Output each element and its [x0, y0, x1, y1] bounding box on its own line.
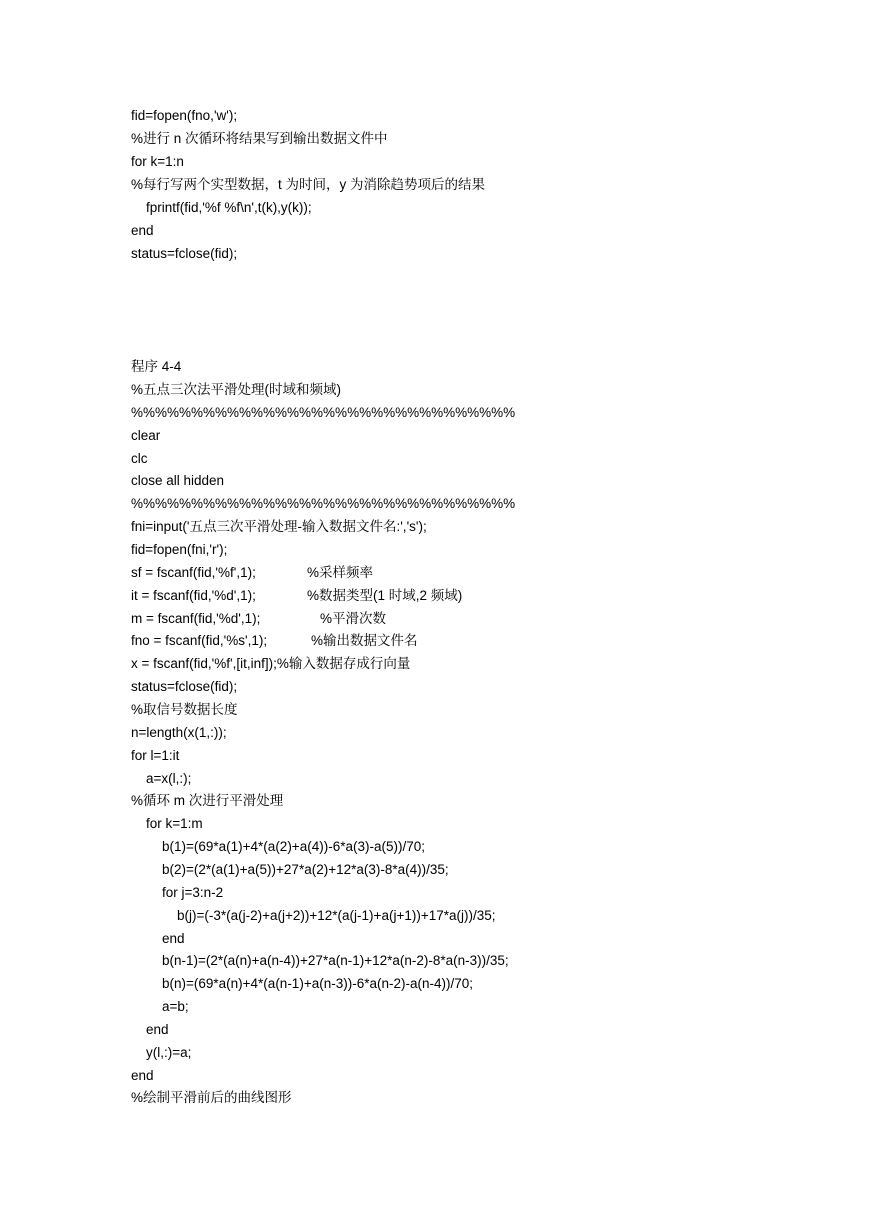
code-line: y(l,:)=a; — [146, 1045, 192, 1060]
code-line: b(1)=(69*a(1)+4*(a(2)+a(4))-6*a(3)-a(5))/70; — [162, 839, 425, 854]
separator-line: %%%%%%%%%%%%%%%%%%%%%%%%%%%%%%%% — [131, 405, 516, 420]
code-line: a=b; — [162, 999, 189, 1014]
code-line: status=fclose(fid); — [131, 246, 238, 261]
code-line: b(j)=(-3*(a(j-2)+a(j+2))+12*(a(j-1)+a(j+1))+17*a(j))/35; — [177, 908, 496, 923]
code-line: fni=input('五点三次平滑处理-输入数据文件名:','s'); — [131, 519, 427, 534]
inline-comment: %平滑次数 — [320, 611, 387, 626]
code-line: sf = fscanf(fid,'%f',1); — [131, 565, 256, 580]
code-line: b(n-1)=(2*(a(n)+a(n-4))+27*a(n-1)+12*a(n-2)-8*a(n-3))/35; — [162, 953, 509, 968]
code-line: a=x(l,:); — [146, 771, 192, 786]
inline-comment: %采样频率 — [307, 565, 374, 580]
code-line: end — [131, 1068, 154, 1083]
comment-line: %进行 n 次循环将结果写到输出数据文件中 — [131, 131, 388, 146]
code-line: clear — [131, 428, 161, 443]
code-line: fno = fscanf(fid,'%s',1); — [131, 633, 268, 648]
code-line: end — [146, 1022, 169, 1037]
comment-line: %绘制平滑前后的曲线图形 — [131, 1090, 292, 1105]
code-line: x = fscanf(fid,'%f',[it,inf]);%输入数据存成行向量 — [131, 656, 411, 671]
program-title: 程序 4-4 — [131, 359, 182, 374]
code-line: b(2)=(2*(a(1)+a(5))+27*a(2)+12*a(3)-8*a(4))/35; — [162, 862, 449, 877]
code-line: clc — [131, 451, 148, 466]
code-line: end — [162, 931, 185, 946]
code-line: fid=fopen(fno,'w'); — [131, 108, 238, 123]
code-line: m = fscanf(fid,'%d',1); — [131, 611, 261, 626]
comment-line: %循环 m 次进行平滑处理 — [131, 793, 284, 808]
code-line: for k=1:n — [131, 154, 184, 169]
code-line: fid=fopen(fni,'r'); — [131, 542, 228, 557]
comment-line: %每行写两个实型数据，t 为时间，y 为消除趋势项后的结果 — [131, 177, 486, 192]
inline-comment: %数据类型(1 时域,2 频域) — [307, 588, 463, 603]
code-line: fprintf(fid,'%f %f\n',t(k),y(k)); — [146, 200, 312, 215]
code-line: n=length(x(1,:)); — [131, 725, 227, 740]
code-line: it = fscanf(fid,'%d',1); — [131, 588, 256, 603]
comment-line: %五点三次法平滑处理(时域和频域) — [131, 382, 341, 397]
inline-comment: %输出数据文件名 — [311, 633, 418, 648]
code-line: for k=1:m — [146, 816, 203, 831]
code-line: for j=3:n-2 — [162, 885, 224, 900]
code-line: for l=1:it — [131, 748, 180, 763]
code-line: close all hidden — [131, 473, 225, 488]
code-line: end — [131, 223, 154, 238]
separator-line: %%%%%%%%%%%%%%%%%%%%%%%%%%%%%%%% — [131, 496, 516, 511]
comment-line: %取信号数据长度 — [131, 702, 238, 717]
code-line: status=fclose(fid); — [131, 679, 238, 694]
code-line: b(n)=(69*a(n)+4*(a(n-1)+a(n-3))-6*a(n-2)-a(n-4))/70; — [162, 976, 473, 991]
